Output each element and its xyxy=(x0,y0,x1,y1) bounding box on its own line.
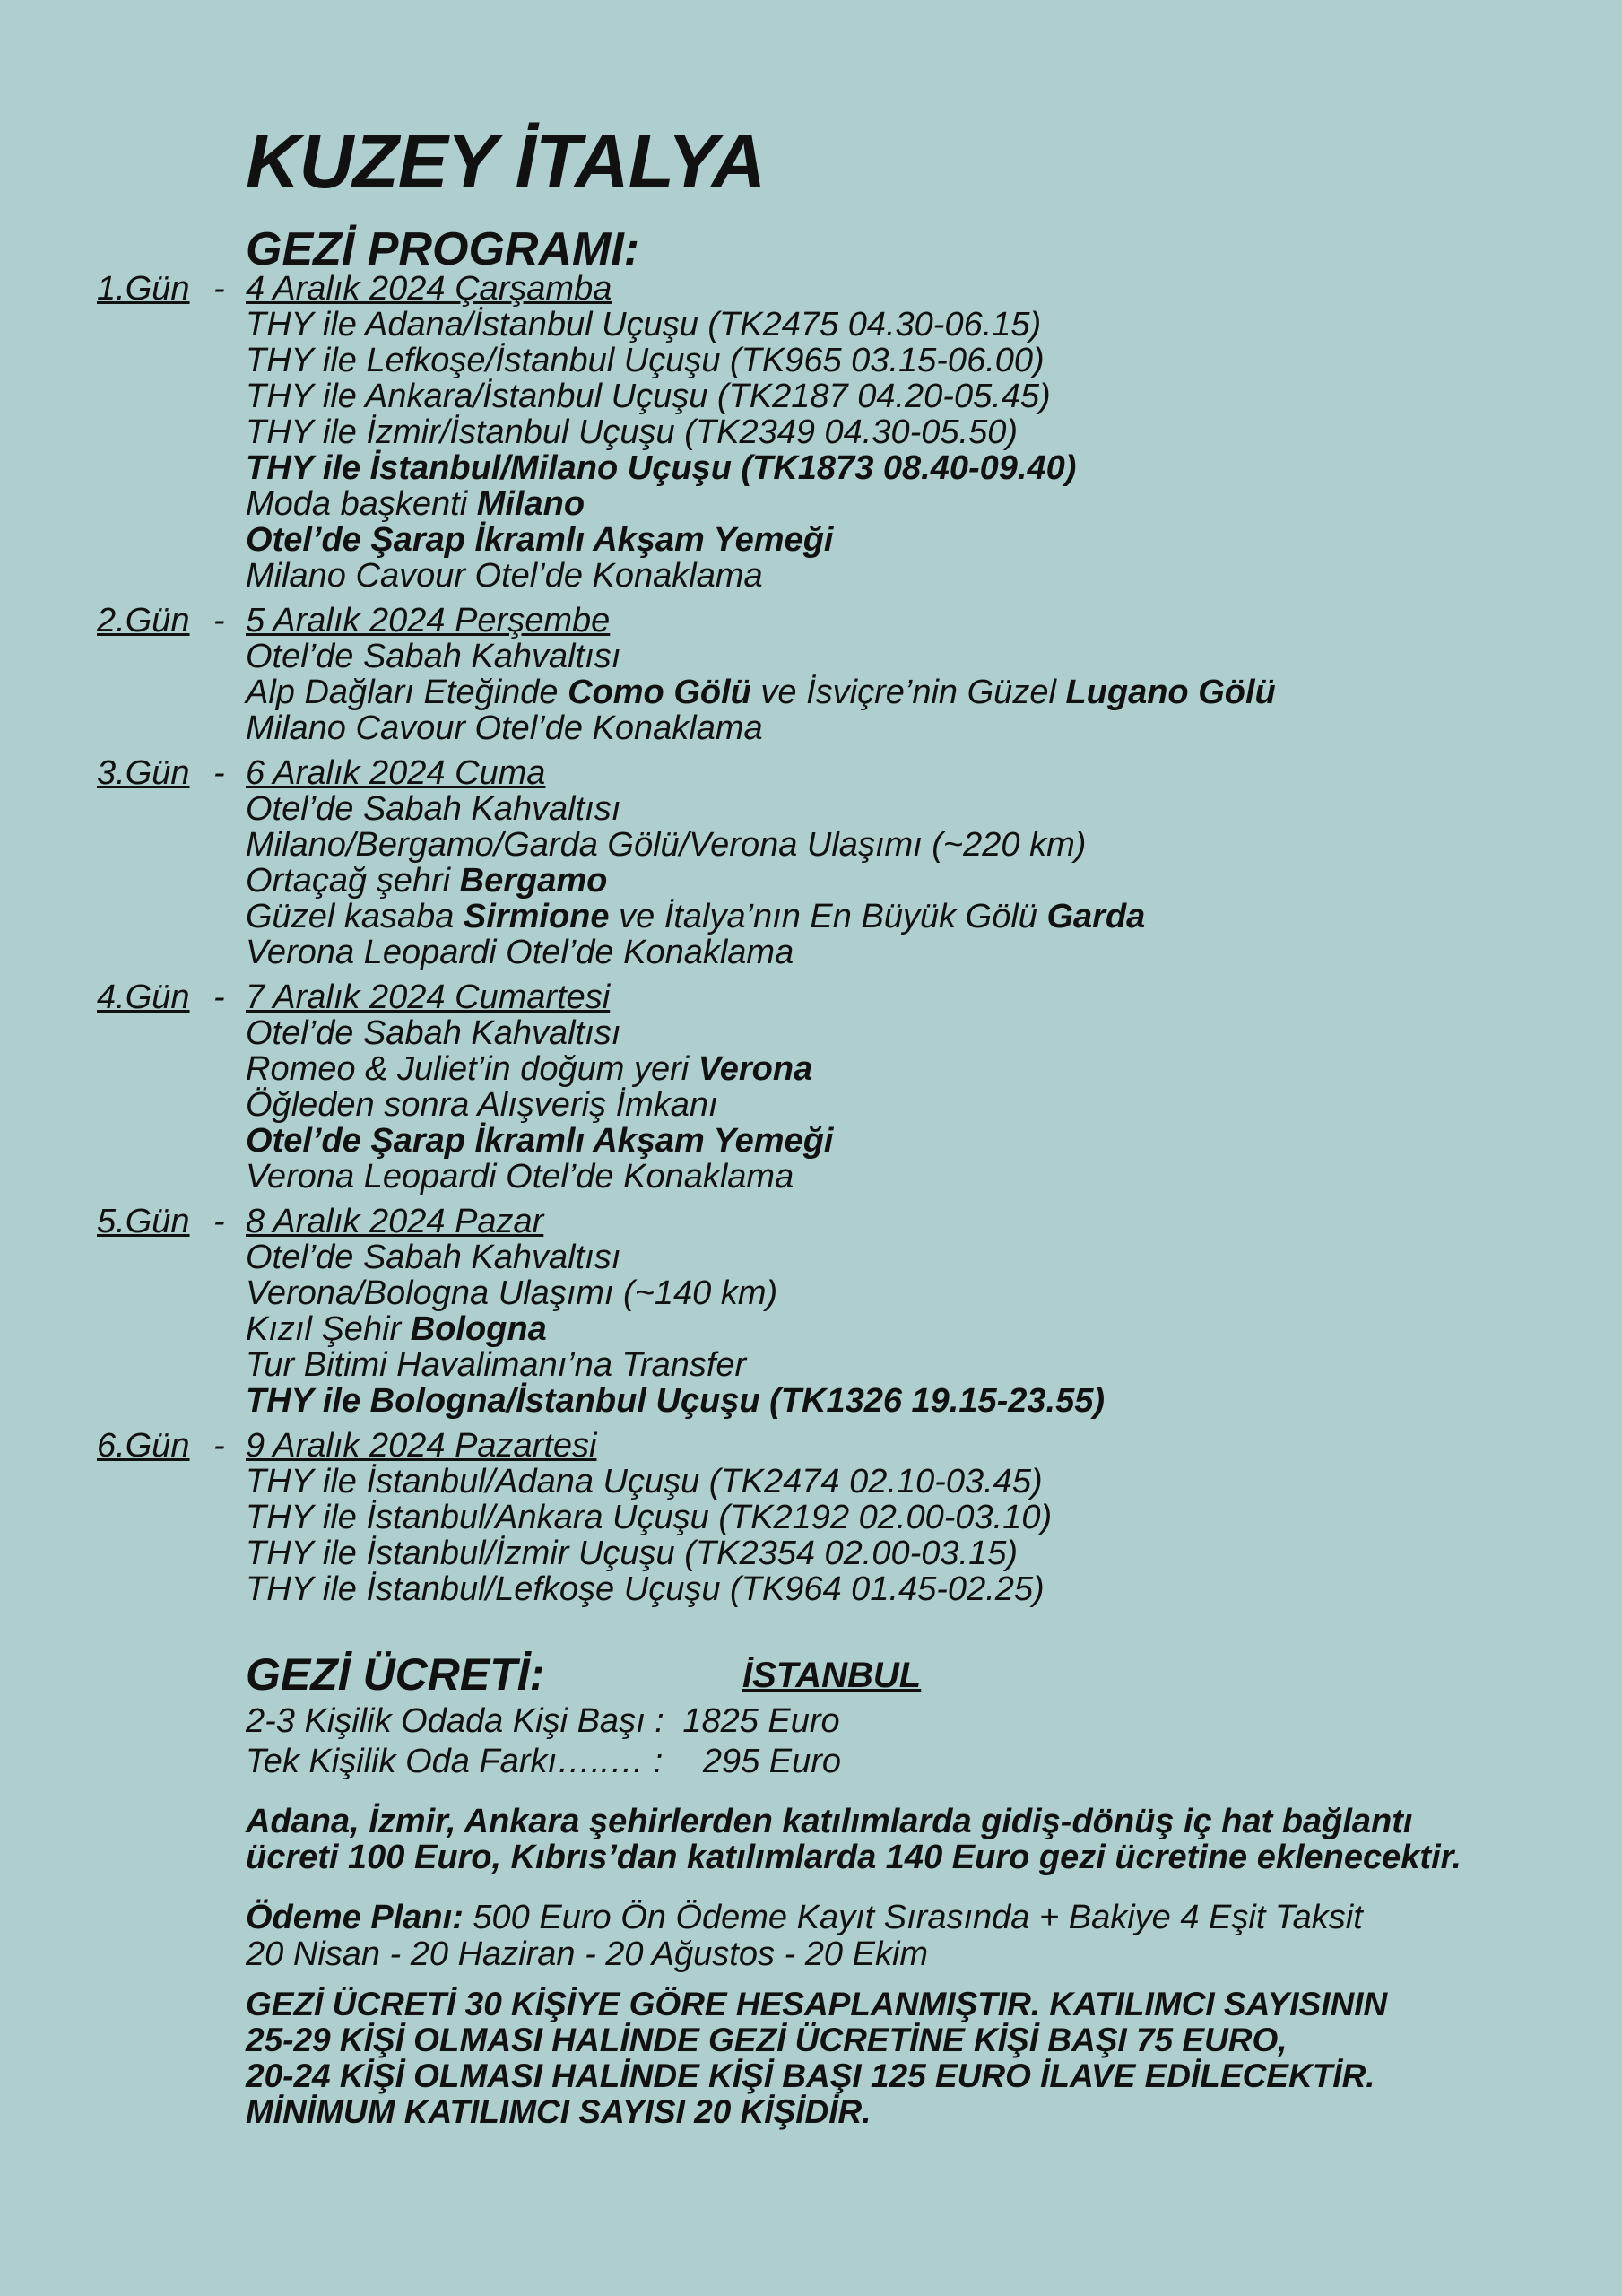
day-dash: - xyxy=(213,602,225,639)
day-header xyxy=(0,603,1622,639)
itinerary-line: THY ile İstanbul/Adana Uçuşu (TK2474 02.10-03.45) xyxy=(246,1463,1043,1500)
price-single-label: Tek Kişilik Oda Farkı…..… : xyxy=(246,1743,664,1780)
price-double-value: 1825 Euro xyxy=(682,1702,840,1740)
day-dash: - xyxy=(213,978,225,1016)
itinerary-line: Milano Cavour Otel’de Konaklama xyxy=(246,557,763,595)
day-block xyxy=(0,271,1622,594)
itinerary-line: Moda başkenti Milano xyxy=(246,485,585,523)
day-number: 5.Gün xyxy=(97,1203,190,1240)
day-date: 7 Aralık 2024 Cumartesi xyxy=(246,978,611,1016)
note-line: 25-29 KİŞİ OLMASI HALİNDE GEZİ ÜCRETİNE KİŞİ BAŞI 75 EURO, xyxy=(246,2022,1288,2058)
price-double-row xyxy=(246,1702,840,1741)
itinerary-line: Otel’de Sabah Kahvaltısı xyxy=(246,638,621,675)
day-header xyxy=(0,979,1622,1015)
day-dash: - xyxy=(213,1427,225,1465)
itinerary-line: THY ile Bologna/İstanbul Uçuşu (TK1326 19.15-23.55) xyxy=(246,1382,1106,1420)
day-number: 3.Gün xyxy=(97,754,190,792)
day-dash: - xyxy=(213,1203,225,1240)
itinerary-line: THY ile Adana/İstanbul Uçuşu (TK2475 04.30-06.15) xyxy=(246,306,1042,344)
extra-fee-line-2: ücreti 100 Euro, Kıbrıs’dan katılımlarda 140 Euro gezi ücretine eklenecektir. xyxy=(246,1839,1462,1876)
itinerary-line: THY ile İstanbul/Milano Uçuşu (TK1873 08.40-09.40) xyxy=(246,449,1077,487)
day-block xyxy=(0,1204,1622,1419)
day-date: 6 Aralık 2024 Cuma xyxy=(246,754,546,792)
itinerary-line: Kızıl Şehir Bologna xyxy=(246,1310,547,1348)
payment-text: 500 Euro Ön Ödeme Kayıt Sırasında + Bakiye 4 Eşit Taksit xyxy=(473,1899,1363,1936)
price-double-label: 2-3 Kişilik Odada Kişi Başı : xyxy=(246,1702,664,1740)
extra-fee-line-1: Adana, İzmir, Ankara şehirlerden katılımlarda gidiş-dönüş iç hat bağlantı xyxy=(246,1803,1413,1840)
itinerary-line: THY ile İstanbul/İzmir Uçuşu (TK2354 02.00-03.15) xyxy=(246,1535,1019,1572)
payment-label: Ödeme Planı: xyxy=(246,1899,464,1936)
itinerary xyxy=(0,271,1622,1616)
note-line: MİNİMUM KATILIMCI SAYISI 20 KİŞİDİR. xyxy=(246,2093,872,2130)
itinerary-line: Verona Leopardi Otel’de Konaklama xyxy=(246,1158,794,1196)
payment-dates: 20 Nisan - 20 Haziran - 20 Ağustos - 20 Ekim xyxy=(246,1935,929,1973)
itinerary-line: Verona Leopardi Otel’de Konaklama xyxy=(246,934,794,971)
itinerary-line: Otel’de Sabah Kahvaltısı xyxy=(246,1239,621,1276)
itinerary-line: THY ile İstanbul/Lefkoşe Uçuşu (TK964 01.45-02.25) xyxy=(246,1570,1045,1608)
page-title: KUZEY İTALYA xyxy=(246,119,766,204)
itinerary-line: Milano Cavour Otel’de Konaklama xyxy=(246,709,763,747)
itinerary-line: Verona/Bologna Ulaşımı (~140 km) xyxy=(246,1274,778,1312)
itinerary-line: Alp Dağları Eteğinde Como Gölü ve İsviçre’nin Güzel Lugano Gölü xyxy=(246,674,1276,711)
day-dash: - xyxy=(213,270,225,308)
day-block xyxy=(0,1428,1622,1607)
price-single-value: 295 Euro xyxy=(702,1743,842,1780)
day-header xyxy=(0,1204,1622,1239)
itinerary-line: Güzel kasaba Sirmione ve İtalya’nın En Büyük Gölü Garda xyxy=(246,898,1146,935)
day-number: 2.Gün xyxy=(97,602,190,639)
itinerary-line: Ortaçağ şehri Bergamo xyxy=(246,862,608,900)
itinerary-line: Otel’de Sabah Kahvaltısı xyxy=(246,790,621,828)
note-line: 20-24 KİŞİ OLMASI HALİNDE KİŞİ BAŞI 125 EURO İLAVE EDİLECEKTİR. xyxy=(246,2057,1375,2094)
day-header xyxy=(0,271,1622,307)
itinerary-line: Öğleden sonra Alışveriş İmkanı xyxy=(246,1086,718,1124)
price-city: İSTANBUL xyxy=(742,1656,922,1695)
day-block xyxy=(0,603,1622,746)
day-block xyxy=(0,979,1622,1195)
itinerary-line: Otel’de Sabah Kahvaltısı xyxy=(246,1014,621,1052)
day-block xyxy=(0,755,1622,970)
itinerary-line: Otel’de Şarap İkramlı Akşam Yemeği xyxy=(246,521,834,559)
itinerary-line: Tur Bitimi Havalimanı’na Transfer xyxy=(246,1346,747,1384)
day-header xyxy=(0,755,1622,791)
itinerary-line: Milano/Bergamo/Garda Gölü/Verona Ulaşımı (~220 km) xyxy=(246,826,1087,864)
payment-plan xyxy=(246,1899,1363,1937)
day-header xyxy=(0,1428,1622,1464)
day-number: 6.Gün xyxy=(97,1427,190,1465)
note-line: GEZİ ÜCRETİ 30 KİŞİYE GÖRE HESAPLANMIŞTIR. KATILIMCI SAYISININ xyxy=(246,1986,1388,2022)
day-date: 8 Aralık 2024 Pazar xyxy=(246,1203,544,1240)
day-date: 5 Aralık 2024 Perşembe xyxy=(246,602,611,639)
itinerary-line: Romeo & Juliet’in doğum yeri Verona xyxy=(246,1050,813,1088)
itinerary-line: THY ile Lefkoşe/İstanbul Uçuşu (TK965 03.15-06.00) xyxy=(246,342,1045,379)
day-date: 9 Aralık 2024 Pazartesi xyxy=(246,1427,597,1465)
day-number: 1.Gün xyxy=(97,270,190,308)
program-heading: GEZİ PROGRAMI: xyxy=(246,223,640,275)
day-number: 4.Gün xyxy=(97,978,190,1016)
price-single-row xyxy=(246,1743,841,1781)
price-heading: GEZİ ÜCRETİ: xyxy=(246,1649,545,1700)
day-date: 4 Aralık 2024 Çarşamba xyxy=(246,270,612,308)
itinerary-line: THY ile İstanbul/Ankara Uçuşu (TK2192 02.00-03.10) xyxy=(246,1499,1053,1536)
day-dash: - xyxy=(213,754,225,792)
itinerary-line: THY ile Ankara/İstanbul Uçuşu (TK2187 04.20-05.45) xyxy=(246,378,1051,415)
itinerary-line: THY ile İzmir/İstanbul Uçuşu (TK2349 04.30-05.50) xyxy=(246,413,1019,451)
itinerary-line: Otel’de Şarap İkramlı Akşam Yemeği xyxy=(246,1122,834,1160)
